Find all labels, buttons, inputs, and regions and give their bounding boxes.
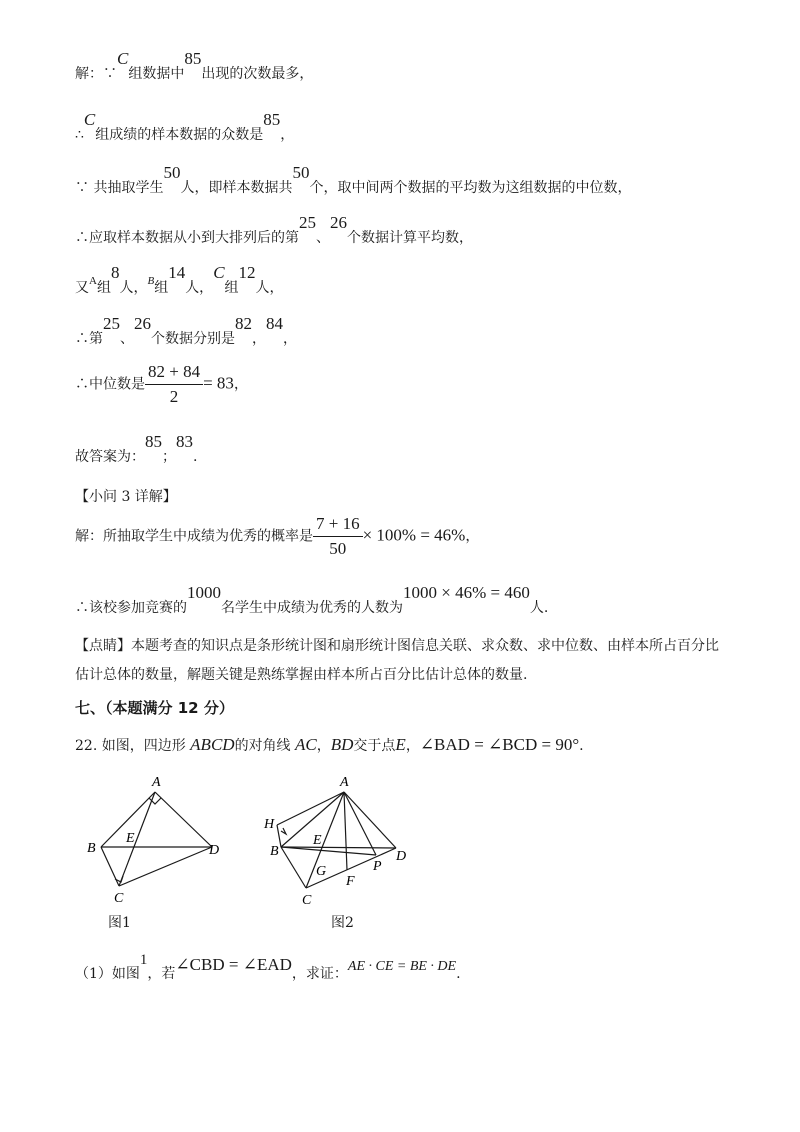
text: 出现的次数最多， [201,66,314,82]
text: 组 [96,280,111,296]
solution-line-1 [75,49,314,83]
text: （1）如图 [75,966,140,982]
fraction [313,514,363,559]
segment-ad [155,792,212,847]
text: 个数据分别是 [151,331,235,347]
text: 应取样本数据从小到大排列后的第 [89,230,299,246]
text: 人. [529,600,549,616]
comment-paragraph: 【点睛】本题考查的知识点是条形统计图和扇形统计图信息关联、求众数、求中位数、由样本所占百分比估计总体的数量，解题关键是熟练掌握由样本所占百分比估计总体的数量. [75,638,719,683]
var-ac: AC [295,735,317,754]
text: . [456,966,461,982]
number: 26 [330,213,347,232]
equation: ∠BAD = ∠BCD = 90° [419,735,580,754]
condition: ∠CBD = ∠EAD [175,955,292,974]
number: 84 [266,314,283,333]
equation: = 83 [203,373,234,393]
diagonal-ac [119,792,155,886]
var-a: A [89,275,97,287]
number: 85 [263,110,281,129]
because-symbol: ∵ [75,180,89,196]
therefore-symbol: ∴ [75,376,89,393]
number: 83 [176,432,193,451]
text: ， [316,738,331,754]
equation: × 100% = 46% [362,525,466,545]
label-e: E [313,833,322,848]
label-a: A [340,775,349,790]
text: ，求证： [291,966,348,982]
text: 又 [75,280,89,296]
solution-line-7 [75,362,248,407]
var-c: C [117,49,129,68]
therefore-symbol: ∴ [75,230,89,246]
segment-ad [344,792,396,848]
text: ， [233,376,248,393]
number: 85 [184,49,202,68]
text: 组 [154,280,169,296]
label-c: C [302,893,312,908]
figure-1-caption: 图1 [108,915,131,931]
label-b: B [270,844,279,859]
solution-line-5 [75,263,284,297]
numerator: 82 + 84 [145,362,203,385]
text: ； [162,449,176,465]
number: 8 [110,263,120,282]
label-a: A [152,775,161,790]
text: ， [405,738,420,754]
label-d: D [209,843,220,858]
section-title: 七、（本题满分 12 分） [75,699,234,717]
therefore-symbol: ∴ [75,127,84,143]
number: 12 [238,263,256,282]
text: . [193,449,198,465]
number: 26 [134,314,151,333]
text: 组数据中 [128,66,185,82]
figure-2 [256,770,426,910]
denominator: 50 [329,539,347,558]
text: 名学生中成绩为优秀的人数为 [221,600,403,616]
text: 个数据计算平均数， [347,230,473,246]
text: 共抽取学生 [93,180,164,196]
therefore-symbol: ∴ [75,600,89,616]
text: 人， [185,280,214,296]
figure-1 [80,770,240,910]
text: 组成绩的样本数据的众数是 [95,127,264,143]
text: 解：所抽取学生中成绩为优秀的概率是 [75,528,313,545]
solution-line-6 [75,314,297,348]
text: 交于点 [353,738,396,754]
label-c: C [114,891,124,906]
label-p: P [373,859,382,874]
segment-ah [277,792,344,825]
var-bd: BD [330,735,354,754]
var-c: C [213,263,225,282]
numerator: 7 + 16 [313,514,363,537]
text: . [579,738,584,754]
var-abcd: ABCD [190,735,235,754]
segment-af [344,792,347,870]
var-e: E [395,735,406,754]
figure-2-caption: 图2 [331,915,354,931]
text: 、 [120,331,134,347]
label-g: G [316,864,327,879]
problem-statement [75,735,584,755]
segment-ap [344,792,376,855]
text: 中位数是 [89,376,145,393]
equation: 1000 × 46% = 460 [403,583,530,602]
text: ， [252,331,266,347]
text: 、 [316,230,330,246]
number: 85 [145,432,162,451]
number: 25 [299,213,316,232]
label-f: F [346,874,355,889]
text: 解：∵ [75,66,117,82]
var-c: C [83,110,96,129]
text: 22. 如图，四边形 [75,738,186,754]
text: 个，取中间两个数据的平均数为这组数据的中位数， [309,180,632,196]
text: ， [465,528,480,545]
label-h: H [264,817,275,832]
segment-cd [119,847,212,886]
denominator: 2 [169,387,179,406]
solution-line-11 [75,583,549,617]
text: ， [280,127,295,143]
label-b: B [87,841,96,856]
text: 故答案为： [75,449,145,465]
text: 的对角线 [234,738,291,754]
text: 人，即样本数据共 [180,180,293,196]
text: 人， [119,280,148,296]
number: 25 [103,314,120,333]
question-1 [75,952,461,983]
solution-line-2 [75,110,295,144]
answer-line [75,432,198,466]
text: ， [283,331,297,347]
diagonal-bd [281,847,396,848]
label-e: E [126,831,135,846]
fraction [145,362,203,407]
solution-line-4 [75,213,473,247]
number: 50 [163,163,181,182]
number: 14 [168,263,186,282]
solution-line-3 [75,163,632,197]
text: ，若 [147,966,176,982]
right-angle-mark-h [281,828,286,834]
var-b: B [147,275,155,287]
number: 50 [292,163,310,182]
text: 第 [89,331,103,347]
number: 1000 [187,583,221,602]
to-prove: AE · CE = BE · DE [347,959,457,974]
solution-line-10 [75,514,479,559]
number: 1 [139,952,148,968]
segment-bc [281,847,306,888]
text: 组 [224,280,239,296]
label-d: D [396,849,407,864]
text: 该校参加竞赛的 [89,600,187,616]
text: 人， [255,280,284,296]
number: 82 [235,314,252,333]
subquestion-heading: 【小问 3 详解】 [75,489,177,505]
therefore-symbol: ∴ [75,331,89,347]
